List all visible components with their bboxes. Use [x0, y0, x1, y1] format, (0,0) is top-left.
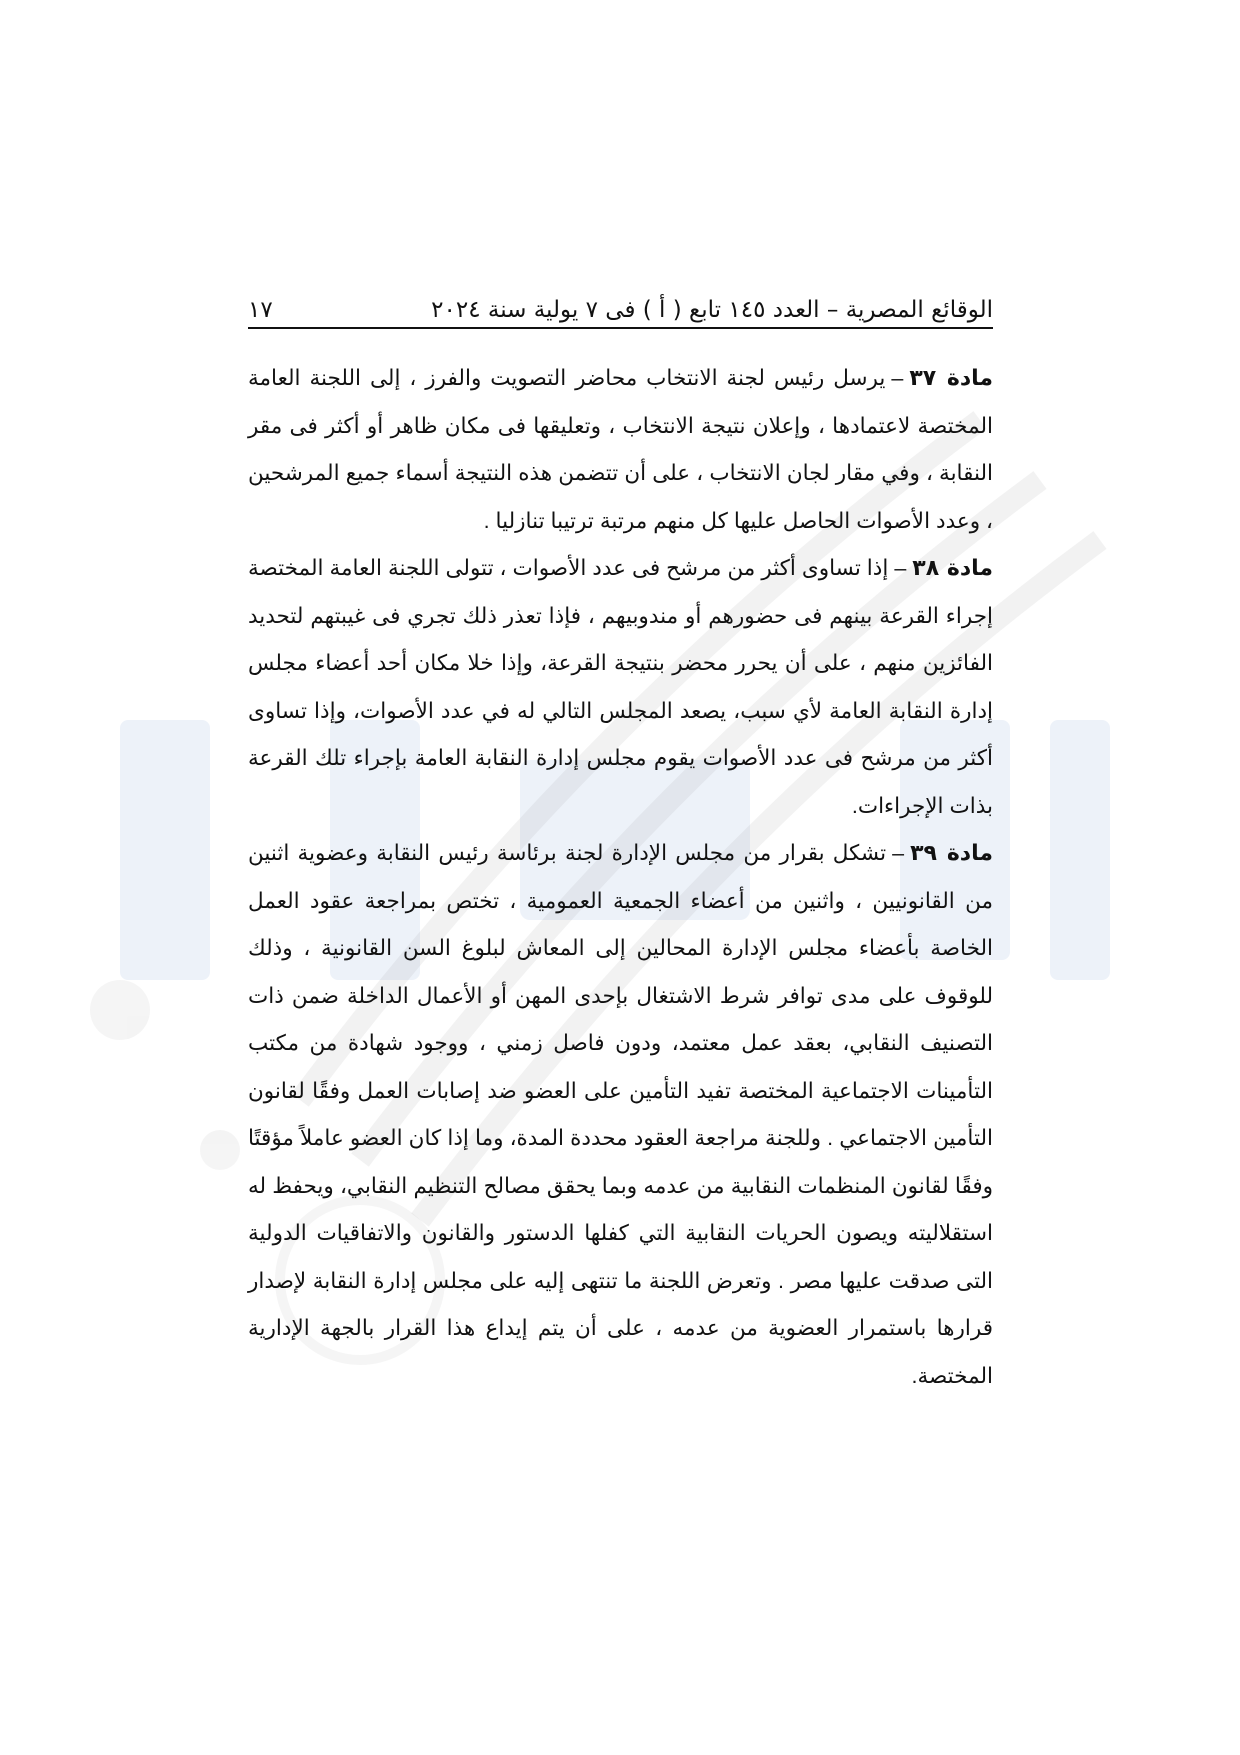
gazette-header-title: الوقائع المصرية – العدد ١٤٥ تابع ( أ ) فى ٧ يولية سنة ٢٠٢٤ — [431, 297, 993, 323]
article-label: مادة ٣٩ — [910, 841, 993, 866]
page-number: ١٧ — [248, 297, 273, 323]
article-text: إذا تساوى أكثر من مرشح فى عدد الأصوات ، تتولى اللجنة العامة المختصة إجراء القرعة بينهم فى حضورهم أو مندوبيهم ، فإذا تعذر ذلك تجري فى غيبتهم لتحديد الفائزين منهم ، على أن يحرر محضر بنتيجة القرعة، وإذا خلا مكان أحد أعضاء مجلس إدارة النقابة العامة لأي سبب، يصعد المجلس التالي له في عدد الأصوات، وإذا تساوى أكثر من مرشح فى عدد الأصوات يقوم مجلس إدارة النقابة العامة بإجراء تلك القرعة بذات الإجراءات. — [248, 556, 993, 818]
page-header — [248, 283, 993, 329]
article-label: مادة ٣٧ — [909, 366, 993, 391]
document-body — [248, 355, 993, 1400]
article-38: مادة ٣٨–إذا تساوى أكثر من مرشح فى عدد الأصوات ، تتولى اللجنة العامة المختصة إجراء القرعة بينهم فى حضورهم أو مندوبيهم ، فإذا تعذر ذلك تجري فى غيبتهم لتحديد الفائزين منهم ، على أن يحرر محضر بنتيجة القرعة، وإذا خلا مكان أحد أعضاء مجلس إدارة النقابة العامة لأي سبب، يصعد المجلس التالي له في عدد الأصوات، وإذا تساوى أكثر من مرشح فى عدد الأصوات يقوم مجلس إدارة النقابة العامة بإجراء تلك القرعة بذات الإجراءات. — [248, 556, 993, 818]
article-text: تشكل بقرار من مجلس الإدارة لجنة برئاسة رئيس النقابة وعضوية اثنين من القانونيين ، واثنين من أعضاء الجمعية العمومية ، تختص بمراجعة عقود العمل الخاصة بأعضاء مجلس الإدارة المحالين إلى المعاش لبلوغ السن القانونية ، وذلك للوقوف على مدى توافر شرط الاشتغال بإحدى المهن أو الأعمال الداخلة ضمن ذات التصنيف النقابي، بعقد عمل معتمد، ودون فاصل زمني ، ووجود شهادة من مكتب التأمينات الاجتماعية المختصة تفيد التأمين على العضو ضد إصابات العمل وفقًا لقانون التأمين الاجتماعي . وللجنة مراجعة العقود محددة المدة، وما إذا كان العضو عاملاً مؤقتًا وفقًا لقانون المنظمات النقابية من عدمه وبما يحقق مصالح التنظيم النقابي، ويحفظ له استقلاليته ويصون الحريات النقابية التي كفلها الدستور والقانون والاتفاقيات الدولية التى صدقت عليها مصر . وتعرض اللجنة ما تنتهى إليه على مجلس إدارة النقابة لإصدار قرارها باستمرار العضوية من عدمه ، على أن يتم إيداع هذا القرار بالجهة الإدارية المختصة. — [248, 841, 993, 1388]
article-37: مادة ٣٧–يرسل رئيس لجنة الانتخاب محاضر التصويت والفرز ، إلى اللجنة العامة المختصة لاعتمادها ، وإعلان نتيجة الانتخاب ، وتعليقها فى مكان ظاهر أو أكثر فى مقر النقابة ، وفي مقار لجان الانتخاب ، على أن تتضمن هذه النتيجة أسماء جميع المرشحين ، وعدد الأصوات الحاصل عليها كل منهم مرتبة ترتيبا تنازليا . — [248, 366, 993, 533]
article-39: مادة ٣٩–تشكل بقرار من مجلس الإدارة لجنة برئاسة رئيس النقابة وعضوية اثنين من القانونيين ، واثنين من أعضاء الجمعية العمومية ، تختص بمراجعة عقود العمل الخاصة بأعضاء مجلس الإدارة المحالين إلى المعاش لبلوغ السن القانونية ، وذلك للوقوف على مدى توافر شرط الاشتغال بإحدى المهن أو الأعمال الداخلة ضمن ذات التصنيف النقابي، بعقد عمل معتمد، ودون فاصل زمني ، ووجود شهادة من مكتب التأمينات الاجتماعية المختصة تفيد التأمين على العضو ضد إصابات العمل وفقًا لقانون التأمين الاجتماعي . وللجنة مراجعة العقود محددة المدة، وما إذا كان العضو عاملاً مؤقتًا وفقًا لقانون المنظمات النقابية من عدمه وبما يحقق مصالح التنظيم النقابي، ويحفظ له استقلاليته ويصون الحريات النقابية التي كفلها الدستور والقانون والاتفاقيات الدولية التى صدقت عليها مصر . وتعرض اللجنة ما تنتهى إليه على مجلس إدارة النقابة لإصدار قرارها باستمرار العضوية من عدمه ، على أن يتم إيداع هذا القرار بالجهة الإدارية المختصة. — [248, 841, 993, 1388]
document-page — [248, 283, 993, 1400]
article-text: يرسل رئيس لجنة الانتخاب محاضر التصويت والفرز ، إلى اللجنة العامة المختصة لاعتمادها ، وإعلان نتيجة الانتخاب ، وتعليقها فى مكان ظاهر أو أكثر فى مقر النقابة ، وفي مقار لجان الانتخاب ، على أن تتضمن هذه النتيجة أسماء جميع المرشحين ، وعدد الأصوات الحاصل عليها كل منهم مرتبة ترتيبا تنازليا . — [248, 366, 993, 533]
article-label: مادة ٣٨ — [912, 556, 993, 581]
